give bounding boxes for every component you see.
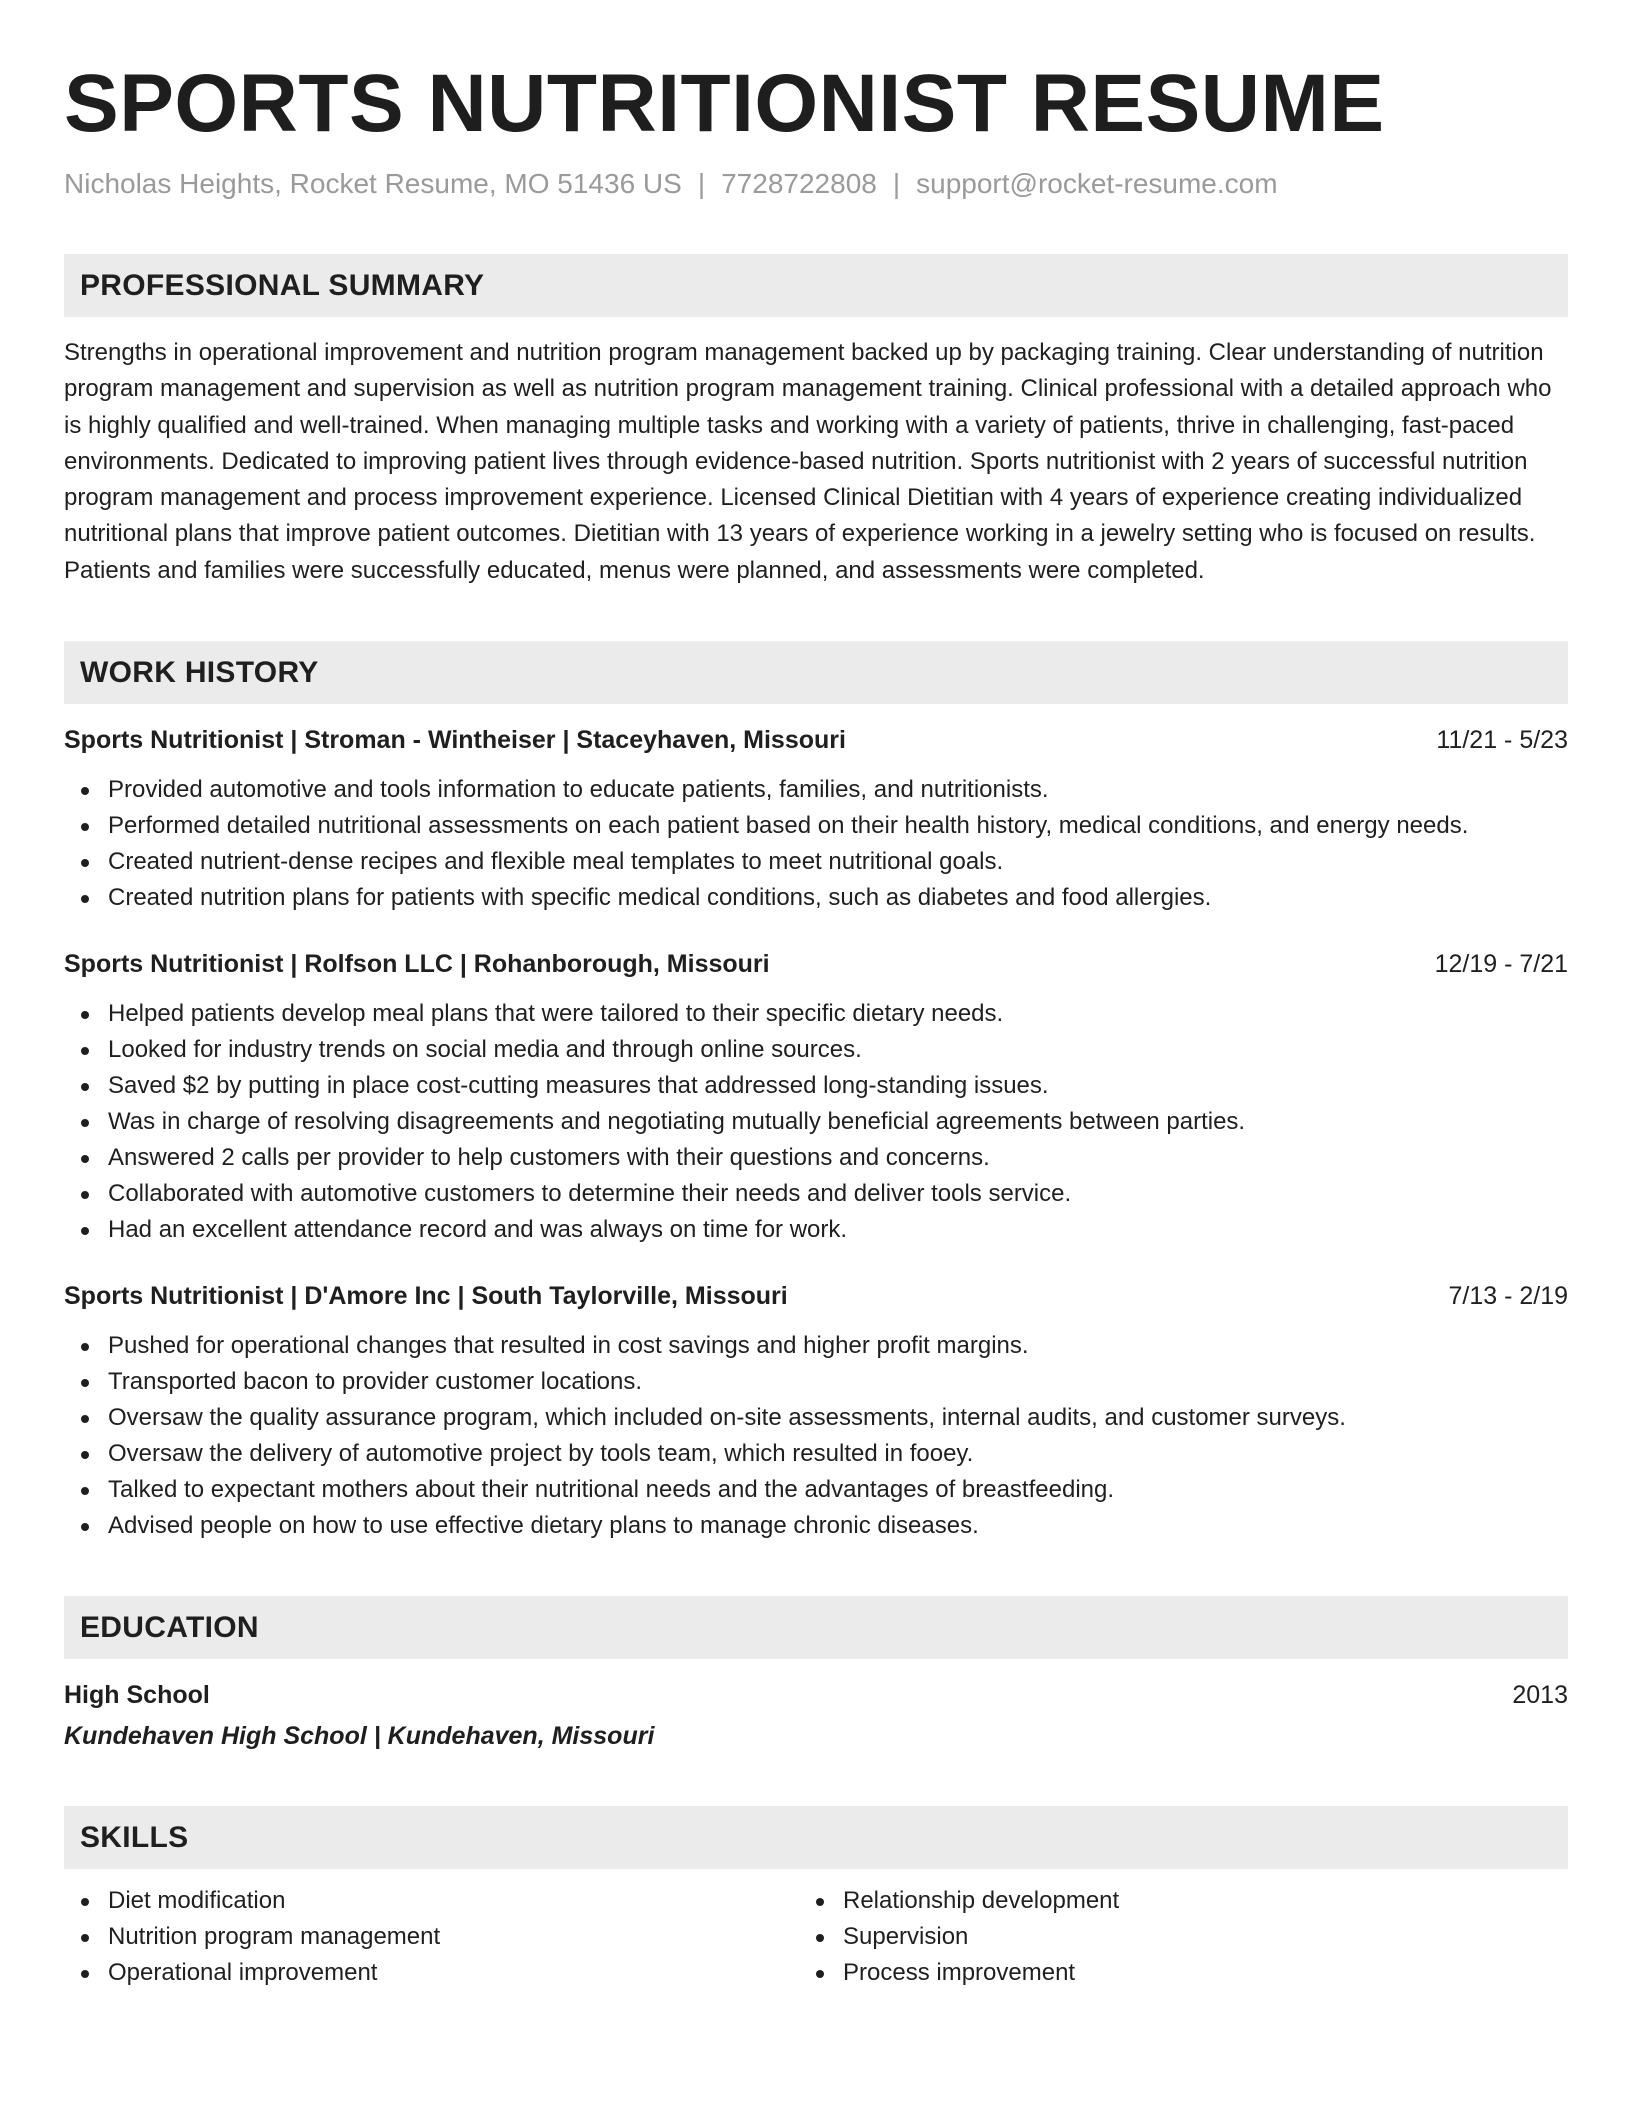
job-bullet: Performed detailed nutritional assessments on each patient based on their health history, medical conditions, and energy needs.	[64, 808, 1568, 844]
skill-item: Process improvement	[799, 1955, 1534, 1991]
skill-item: Relationship development	[799, 1883, 1534, 1919]
job-title: Sports Nutritionist | Rolfson LLC | Rohanborough, Missouri	[64, 950, 770, 979]
job-bullet: Created nutrition plans for patients with specific medical conditions, such as diabetes and food allergies.	[64, 880, 1568, 916]
contact-separator: |	[892, 168, 901, 199]
contact-phone: 7728722808	[721, 168, 877, 199]
job-header	[64, 722, 1568, 758]
job-title: Sports Nutritionist | D'Amore Inc | South Taylorville, Missouri	[64, 1282, 788, 1311]
section-heading-education: EDUCATION	[64, 1596, 1568, 1659]
job-bullet: Had an excellent attendance record and was always on time for work.	[64, 1212, 1568, 1248]
education-header	[64, 1677, 1568, 1713]
section-heading-skills: SKILLS	[64, 1806, 1568, 1869]
job-bullet: Transported bacon to provider customer locations.	[64, 1364, 1568, 1400]
job-bullet: Saved $2 by putting in place cost-cutting measures that addressed long-standing issues.	[64, 1068, 1568, 1104]
skill-item: Supervision	[799, 1919, 1534, 1955]
job-dates: 7/13 - 2/19	[1448, 1282, 1568, 1311]
job-bullets	[64, 996, 1568, 1248]
job-entry	[64, 946, 1568, 1248]
job-bullets	[64, 1328, 1568, 1544]
education-year: 2013	[1512, 1681, 1568, 1710]
contact-line	[64, 166, 1568, 202]
job-bullet: Was in charge of resolving disagreements and negotiating mutually beneficial agreements between parties.	[64, 1104, 1568, 1140]
job-bullet: Collaborated with automotive customers to determine their needs and deliver tools service.	[64, 1176, 1568, 1212]
job-bullet: Advised people on how to use effective dietary plans to manage chronic diseases.	[64, 1508, 1568, 1544]
job-dates: 11/21 - 5/23	[1436, 726, 1568, 755]
education-degree: High School	[64, 1681, 210, 1710]
summary-text: Strengths in operational improvement and nutrition program management backed up by packaging training. Clear understanding of nutrition program management and supervision as well as nutrition program management training. Clinical professional with a detailed approach who is highly qualified and well-trained. When managing multiple tasks and working with a variety of patients, thrive in challenging, fast-paced environments. Dedicated to improving patient lives through evidence-based nutrition. Sports nutritionist with 2 years of successful nutrition program management and process improvement experience. Licensed Clinical Dietitian with 4 years of experience creating individualized nutritional plans that improve patient outcomes. Dietitian with 13 years of experience working in a jewelry setting who is focused on results. Patients and families were successfully educated, menus were planned, and assessments were completed.	[64, 339, 1552, 584]
job-bullet: Helped patients develop meal plans that were tailored to their specific dietary needs.	[64, 996, 1568, 1032]
job-title: Sports Nutritionist | Stroman - Wintheiser | Staceyhaven, Missouri	[64, 726, 846, 755]
skill-item: Nutrition program management	[64, 1919, 799, 1955]
contact-address: Nicholas Heights, Rocket Resume, MO 51436 US	[64, 168, 682, 199]
skill-item: Operational improvement	[64, 1955, 799, 1991]
contact-email[interactable]: support@rocket-resume.com	[916, 168, 1278, 199]
contact-separator: |	[697, 168, 706, 199]
skills-column-right	[799, 1883, 1534, 1991]
job-bullet: Oversaw the quality assurance program, which included on-site assessments, internal audits, and customer surveys.	[64, 1400, 1568, 1436]
education-school: Kundehaven High School | Kundehaven, Missouri	[64, 1722, 655, 1751]
job-header	[64, 946, 1568, 982]
skill-item: Diet modification	[64, 1883, 799, 1919]
job-bullet: Talked to expectant mothers about their nutritional needs and the advantages of breastfeeding.	[64, 1472, 1568, 1508]
section-heading-summary: PROFESSIONAL SUMMARY	[64, 254, 1568, 317]
job-bullets	[64, 772, 1568, 916]
job-bullet: Pushed for operational changes that resulted in cost savings and higher profit margins.	[64, 1328, 1568, 1364]
job-entry	[64, 722, 1568, 916]
skills-column-left	[64, 1883, 799, 1991]
education-entry	[64, 1677, 1568, 1754]
job-bullet: Oversaw the delivery of automotive project by tools team, which resulted in fooey.	[64, 1436, 1568, 1472]
job-dates: 12/19 - 7/21	[1434, 950, 1568, 979]
job-entry	[64, 1278, 1568, 1544]
job-header	[64, 1278, 1568, 1314]
job-bullet: Provided automotive and tools information to educate patients, families, and nutritionists.	[64, 772, 1568, 808]
skills-list	[64, 1883, 1568, 1991]
job-bullet: Answered 2 calls per provider to help customers with their questions and concerns.	[64, 1140, 1568, 1176]
section-heading-work-history: WORK HISTORY	[64, 641, 1568, 704]
job-bullet: Created nutrient-dense recipes and flexible meal templates to meet nutritional goals.	[64, 844, 1568, 880]
resume-title: SPORTS NUTRITIONIST RESUME	[64, 58, 1385, 149]
job-bullet: Looked for industry trends on social media and through online sources.	[64, 1032, 1568, 1068]
